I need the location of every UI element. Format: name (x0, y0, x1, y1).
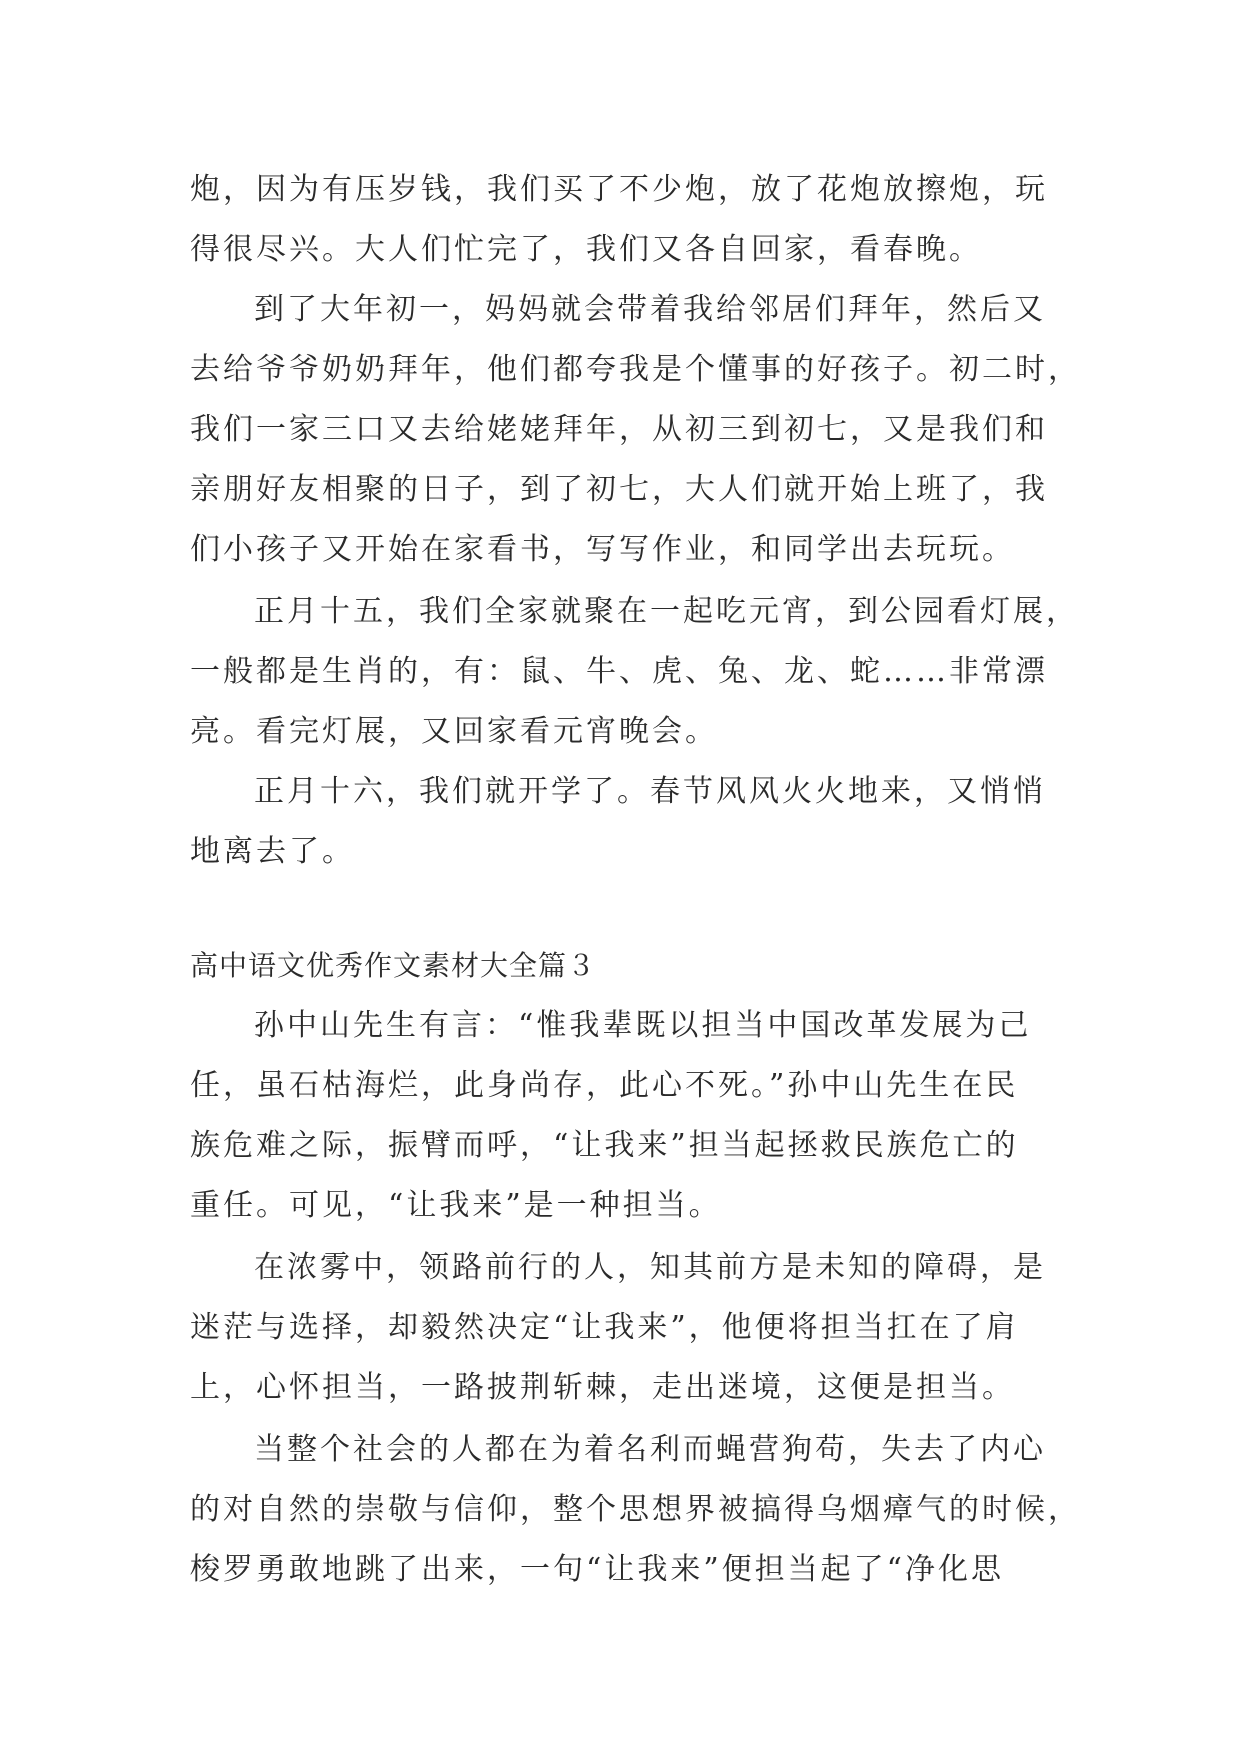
document-body (190, 0, 1081, 1754)
section-3-paragraph-2-line-3: 上，心怀担当，一路披荆斩棘，走出迷境，这便是担当。 (190, 1370, 1015, 1405)
section-3-paragraph-3-line-3: 梭罗勇敢地跳了出来，一句“让我来”便担当起了“净化思 (190, 1552, 1005, 1587)
paragraph-3-line-1: 正月十五，我们全家就聚在一起吃元宵，到公园看灯展， (254, 594, 1079, 629)
paragraph-4-line-2: 地离去了。 (190, 834, 355, 869)
section-3-paragraph-3-line-2: 的对自然的崇敬与信仰，整个思想界被搞得乌烟瘴气的时候， (190, 1492, 1081, 1527)
paragraph-2-line-3: 我们一家三口又去给姥姥拜年，从初三到初七，又是我们和 (190, 412, 1048, 447)
paragraph-3-line-3: 亮。看完灯展，又回家看元宵晚会。 (190, 714, 718, 749)
section-3-paragraph-3-line-1: 当整个社会的人都在为着名利而蝇营狗苟，失去了内心 (254, 1432, 1046, 1467)
paragraph-2-line-2: 去给爷爷奶奶拜年，他们都夸我是个懂事的好孩子。初二时， (190, 352, 1081, 387)
section-3-paragraph-1-line-2: 任，虽石枯海烂，此身尚存，此心不死。”孙中山先生在民 (190, 1068, 1019, 1103)
paragraph-2-line-1: 到了大年初一，妈妈就会带着我给邻居们拜年，然后又 (254, 292, 1046, 327)
section-heading: 高中语文优秀作文素材大全篇３ (190, 949, 597, 982)
section-3-paragraph-2-line-1: 在浓雾中，领路前行的人，知其前方是未知的障碍，是 (254, 1250, 1046, 1285)
paragraph-4-line-1: 正月十六，我们就开学了。春节风风火火地来，又悄悄 (254, 774, 1046, 809)
section-3-paragraph-1-line-4: 重任。可见，“让我来”是一种担当。 (190, 1188, 722, 1223)
paragraph-2-line-4: 亲朋好友相聚的日子，到了初七，大人们就开始上班了，我 (190, 472, 1048, 507)
section-3-paragraph-1-line-1: 孙中山先生有言：“惟我辈既以担当中国改革发展为己 (254, 1008, 1032, 1043)
section-3-paragraph-1-line-3: 族危难之际，振臂而呼，“让我来”担当起拯救民族危亡的 (190, 1128, 1019, 1163)
paragraph-1-line-1: 炮，因为有压岁钱，我们买了不少炮，放了花炮放擦炮，玩 (190, 172, 1048, 207)
paragraph-2-line-5: 们小孩子又开始在家看书，写写作业，和同学出去玩玩。 (190, 532, 1015, 567)
paragraph-3-line-2: 一般都是生肖的，有：鼠、牛、虎、兔、龙、蛇……非常漂 (190, 654, 1048, 689)
section-3-paragraph-2-line-2: 迷茫与选择，却毅然决定“让我来”，他便将担当扛在了肩 (190, 1310, 1019, 1345)
paragraph-1-line-2: 得很尽兴。大人们忙完了，我们又各自回家，看春晚。 (190, 232, 982, 267)
